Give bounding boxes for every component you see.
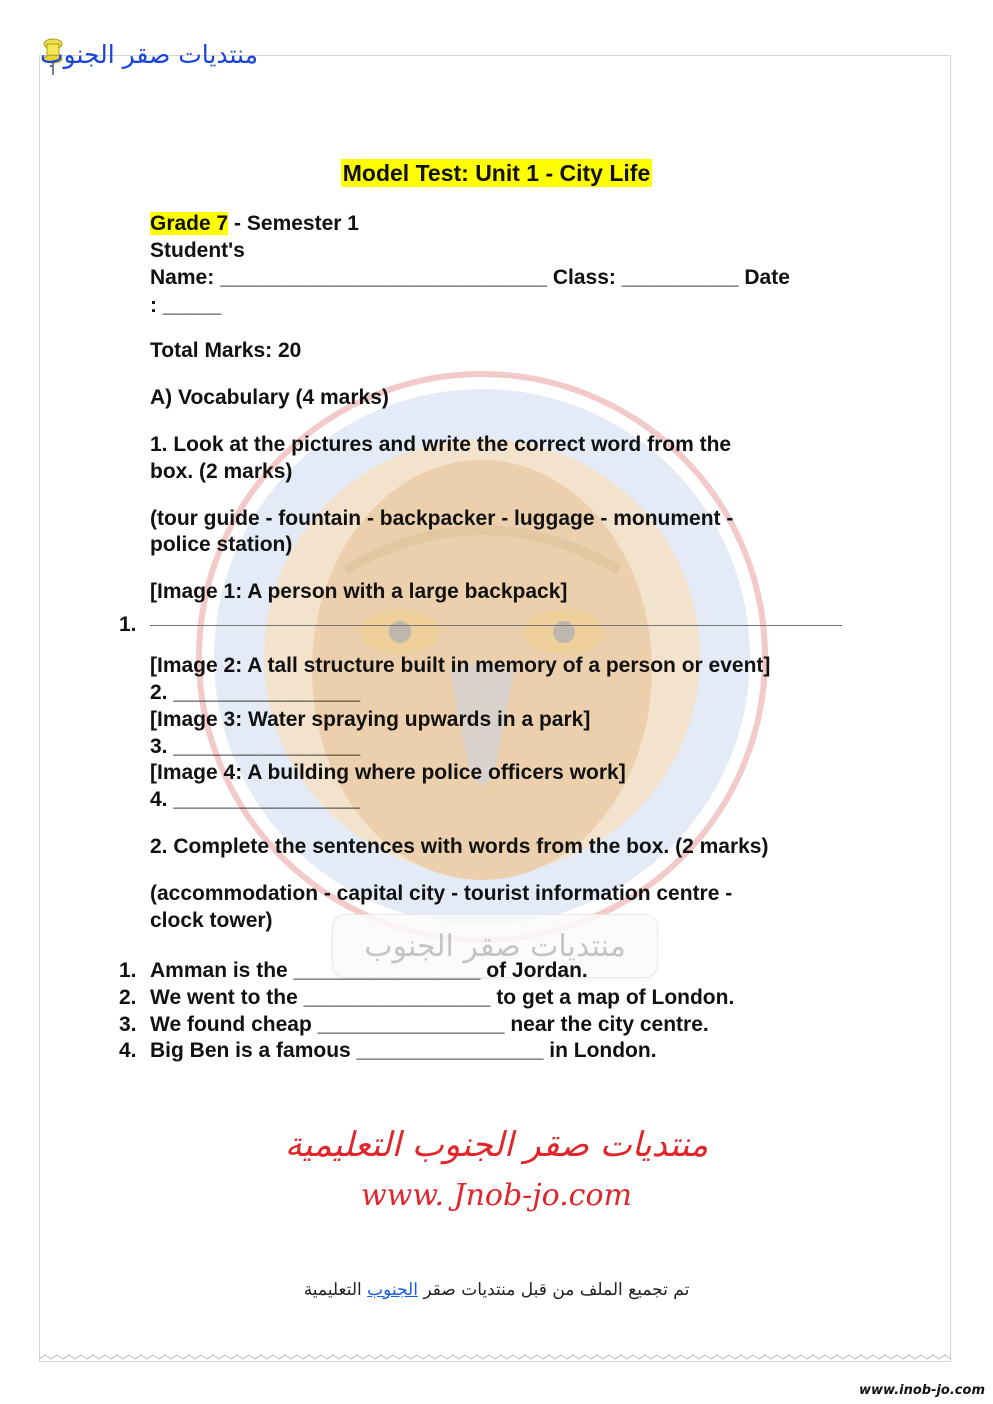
answer-1-line[interactable] <box>150 625 842 626</box>
q1-word-box: (tour guide - fountain - backpacker - luggage - monument - <box>150 507 734 530</box>
image-1-prompt: [Image 1: A person with a large backpack] <box>150 580 568 603</box>
q1-instruction-cont: box. (2 marks) <box>150 460 293 483</box>
credit-link[interactable]: الجنوب <box>367 1280 418 1300</box>
credit-prefix: تم تجميع الملف من قبل منتديات صقر <box>423 1280 690 1300</box>
credit-suffix: التعليمية <box>303 1280 362 1300</box>
sentence-1[interactable]: Amman is the ________________ of Jordan. <box>150 959 588 982</box>
q1-word-box-cont: police station) <box>150 533 293 556</box>
sentence-1-number: 1. <box>119 959 137 982</box>
image-3-prompt: [Image 3: Water spraying upwards in a park] <box>150 708 591 731</box>
total-marks: Total Marks: 20 <box>150 339 302 362</box>
sentence-4[interactable]: Big Ben is a famous ________________ in London. <box>150 1039 657 1062</box>
name-class-date-line: Name: ____________________________ Class: __________ Date <box>150 266 790 289</box>
sentence-2-number: 2. <box>119 986 137 1009</box>
answer-4-blank[interactable]: 4. ________________ <box>150 788 361 811</box>
credit-line <box>0 1280 993 1300</box>
sentence-2[interactable]: We went to the ________________ to get a map of London. <box>150 986 735 1009</box>
image-4-prompt: [Image 4: A building where police officers work] <box>150 761 626 784</box>
page-title: Model Test: Unit 1 - City Life <box>342 160 651 186</box>
sentence-3[interactable]: We found cheap ________________ near the city centre. <box>150 1013 709 1036</box>
section-a-heading: A) Vocabulary (4 marks) <box>150 386 389 409</box>
student-label: Student's <box>150 239 245 262</box>
corner-url[interactable]: www.inob-jo.com <box>859 1383 985 1398</box>
grade-line <box>150 210 359 237</box>
q2-word-box: (accommodation - capital city - tourist information centre - <box>150 882 733 905</box>
footer-url[interactable]: www. Jnob-jo.com <box>361 1178 632 1213</box>
answer-3-blank[interactable]: 3. ________________ <box>150 735 361 758</box>
date-blank: : _____ <box>150 294 222 317</box>
forum-name[interactable]: منتديات صقر الجنوب <box>40 40 258 69</box>
footer-site-name: منتديات صقر الجنوب التعليمية <box>284 1125 709 1165</box>
image-2-prompt: [Image 2: A tall structure built in memory of a person or event] <box>150 654 771 677</box>
q1-instruction: 1. Look at the pictures and write the correct word from the <box>150 433 732 456</box>
grade-label: Grade 7 <box>150 212 229 235</box>
sentence-3-number: 3. <box>119 1013 137 1036</box>
q2-instruction: 2. Complete the sentences with words from the box. (2 marks) <box>150 835 769 858</box>
sentence-4-number: 4. <box>119 1039 137 1062</box>
item-1-number: 1. <box>119 613 137 636</box>
q2-word-box-cont: clock tower) <box>150 909 273 932</box>
watermark-badge: منتديات صقر الجنوب <box>333 915 657 977</box>
answer-2-blank[interactable]: 2. ________________ <box>150 681 361 704</box>
semester-label: - Semester 1 <box>228 212 359 235</box>
